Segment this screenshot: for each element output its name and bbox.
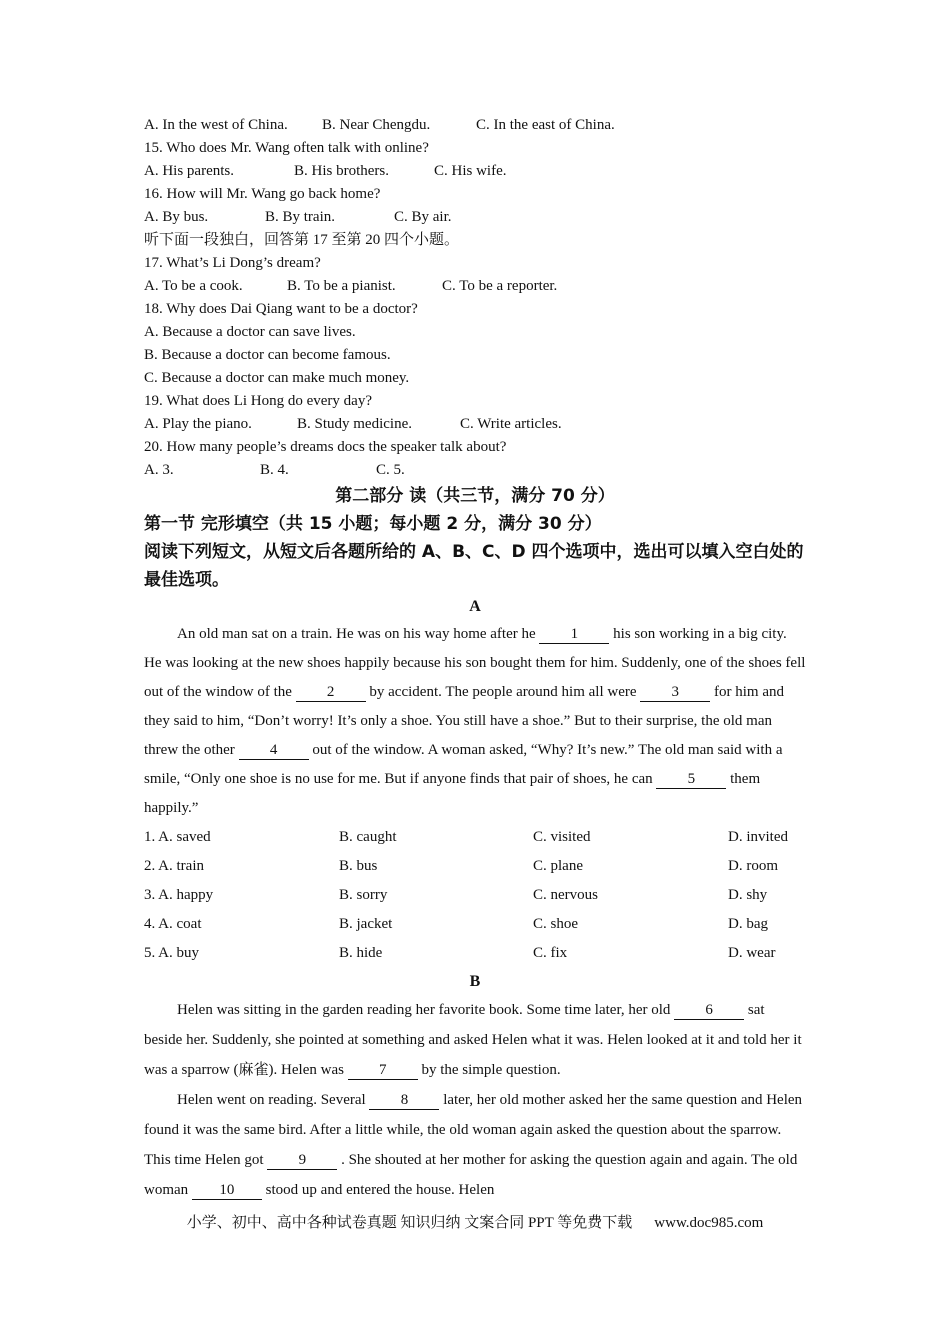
blank-7: 7 bbox=[348, 1061, 418, 1080]
cloze-option-row bbox=[144, 823, 806, 852]
option-line bbox=[144, 275, 806, 298]
passage-text: them happily.” bbox=[144, 771, 761, 816]
passage-text: An old man sat on a train. He was on his way home after he bbox=[177, 626, 540, 642]
question-line: A. Because a doctor can save lives. bbox=[144, 324, 356, 340]
question-line: C. Because a doctor can make much money. bbox=[144, 370, 410, 386]
question-line: 17. What’s Li Dong’s dream? bbox=[144, 255, 321, 271]
passage-text: out of the window. A woman asked, “Why? It’s new.” The old man said with a smile, “Only one shoe is no use for me. But if anyone finds that pair of shoes, he can bbox=[144, 742, 783, 787]
footer-site: www.doc985.com bbox=[654, 1215, 764, 1231]
cloze-option: D. room bbox=[728, 858, 778, 874]
cloze-option: B. hide bbox=[339, 945, 383, 961]
cloze-options-table bbox=[144, 823, 806, 968]
passage-text: by accident. The people around him all were bbox=[365, 684, 641, 700]
cloze-option: D. shy bbox=[728, 887, 768, 903]
question-line: 20. How many people’s dreams docs the speaker talk about? bbox=[144, 439, 507, 455]
blank-6: 6 bbox=[674, 1001, 744, 1020]
answer-option: A. To be a cook. bbox=[144, 278, 243, 294]
cloze-option: B. jacket bbox=[339, 916, 393, 932]
blank-5: 5 bbox=[656, 770, 726, 789]
cloze-option-row bbox=[144, 881, 806, 910]
cloze-option: D. bag bbox=[728, 916, 768, 932]
answer-option: A. His parents. bbox=[144, 163, 234, 179]
cloze-option: C. nervous bbox=[533, 887, 598, 903]
section-instruction: 阅读下列短文，从短文后各题所给的 A、B、C、D 四个选项中，选出可以填入空白处的最佳选项。 bbox=[144, 542, 804, 590]
answer-option: C. Write articles. bbox=[460, 416, 562, 432]
option-line bbox=[144, 459, 806, 482]
passage-text: Helen was sitting in the garden reading her favorite book. Some time later, her old bbox=[177, 1002, 675, 1018]
cloze-option: B. bus bbox=[339, 858, 378, 874]
cloze-option-row bbox=[144, 910, 806, 939]
footer-text: 小学、初中、高中各种试卷真题 知识归纳 文案合同 PPT 等免费下载 bbox=[186, 1215, 633, 1231]
cloze-option: 2. A. train bbox=[144, 858, 204, 874]
passage-text: . She shouted at her mother for asking the question again and again. The old woman bbox=[144, 1152, 798, 1198]
passage-text: Helen went on reading. Several bbox=[177, 1092, 370, 1108]
passage-b-paragraph-2 bbox=[144, 1085, 806, 1205]
answer-option: A. 3. bbox=[144, 462, 174, 478]
cloze-option: 4. A. coat bbox=[144, 916, 202, 932]
blank-9: 9 bbox=[267, 1151, 337, 1170]
passage-text: for him and they said to him, “Don’t worry! It’s only a shoe. You still have a shoe.” But to their surprise, the old man threw the other bbox=[144, 684, 784, 758]
blank-2: 2 bbox=[296, 683, 366, 702]
answer-option: A. Play the piano. bbox=[144, 416, 252, 432]
answer-option: B. His brothers. bbox=[294, 163, 389, 179]
passage-a-label: A bbox=[469, 598, 481, 615]
passage-a-text bbox=[144, 620, 806, 823]
blank-1: 1 bbox=[539, 625, 609, 644]
option-line bbox=[144, 413, 806, 436]
question-line: 16. How will Mr. Wang go back home? bbox=[144, 186, 381, 202]
answer-option: C. 5. bbox=[376, 462, 405, 478]
answer-option: A. By bus. bbox=[144, 209, 209, 225]
answer-option: B. Study medicine. bbox=[297, 416, 412, 432]
passage-text: his son working in a big city. He was looking at the new shoes happily because his son bought them for him. Suddenly, one of the shoes fell out of the window of the bbox=[144, 626, 806, 700]
question-line: 19. What does Li Hong do every day? bbox=[144, 393, 372, 409]
page-footer bbox=[0, 1212, 950, 1234]
cloze-option: C. visited bbox=[533, 829, 591, 845]
option-line bbox=[144, 114, 806, 137]
question-line: 15. Who does Mr. Wang often talk with online? bbox=[144, 140, 429, 156]
cloze-option: D. invited bbox=[728, 829, 788, 845]
cloze-option: 3. A. happy bbox=[144, 887, 214, 903]
part-two-title: 第二部分 读（共三节，满分 70 分） bbox=[335, 486, 615, 506]
option-line bbox=[144, 160, 806, 183]
cloze-option: B. caught bbox=[339, 829, 397, 845]
answer-option: B. Near Chengdu. bbox=[322, 117, 431, 133]
cloze-option: 1. A. saved bbox=[144, 829, 211, 845]
passage-b-paragraph-1 bbox=[144, 995, 806, 1085]
blank-4: 4 bbox=[239, 741, 309, 760]
question-line: 18. Why does Dai Qiang want to be a doctor? bbox=[144, 301, 418, 317]
answer-option: C. His wife. bbox=[434, 163, 507, 179]
cloze-option: C. fix bbox=[533, 945, 568, 961]
cloze-option: C. plane bbox=[533, 858, 583, 874]
answer-option: A. In the west of China. bbox=[144, 117, 288, 133]
answer-option: B. To be a pianist. bbox=[287, 278, 396, 294]
passage-b-label: B bbox=[469, 973, 481, 990]
option-line bbox=[144, 206, 806, 229]
answer-option: C. In the east of China. bbox=[476, 117, 615, 133]
passage-text: sat beside her. Suddenly, she pointed at something and asked Helen what it was. Helen looked at it and told her it was a sparrow (麻雀). Helen was bbox=[144, 1002, 802, 1078]
blank-8: 8 bbox=[369, 1091, 439, 1110]
cloze-option: C. shoe bbox=[533, 916, 578, 932]
question-line: 听下面一段独白，回答第 17 至第 20 四个小题。 bbox=[144, 232, 460, 248]
answer-option: C. By air. bbox=[394, 209, 452, 225]
cloze-option: B. sorry bbox=[339, 887, 388, 903]
question-line: B. Because a doctor can become famous. bbox=[144, 347, 391, 363]
page-content bbox=[144, 114, 806, 1205]
section-one-title: 第一节 完形填空（共 15 小题；每小题 2 分，满分 30 分） bbox=[144, 514, 602, 534]
answer-option: B. By train. bbox=[265, 209, 335, 225]
cloze-option-row bbox=[144, 939, 806, 968]
cloze-option: 5. A. buy bbox=[144, 945, 200, 961]
passage-text: stood up and entered the house. Helen bbox=[261, 1182, 495, 1198]
answer-option: C. To be a reporter. bbox=[442, 278, 558, 294]
passage-text: by the simple question. bbox=[417, 1062, 561, 1078]
cloze-option: D. wear bbox=[728, 945, 776, 961]
listening-questions bbox=[144, 114, 806, 482]
passage-text: later, her old mother asked her the same question and Helen found it was the same bird. After a little while, the old woman again asked the question about the sparrow. This time Helen got bbox=[144, 1092, 803, 1168]
blank-10: 10 bbox=[192, 1181, 262, 1200]
answer-option: B. 4. bbox=[260, 462, 289, 478]
blank-3: 3 bbox=[640, 683, 710, 702]
cloze-option-row bbox=[144, 852, 806, 881]
